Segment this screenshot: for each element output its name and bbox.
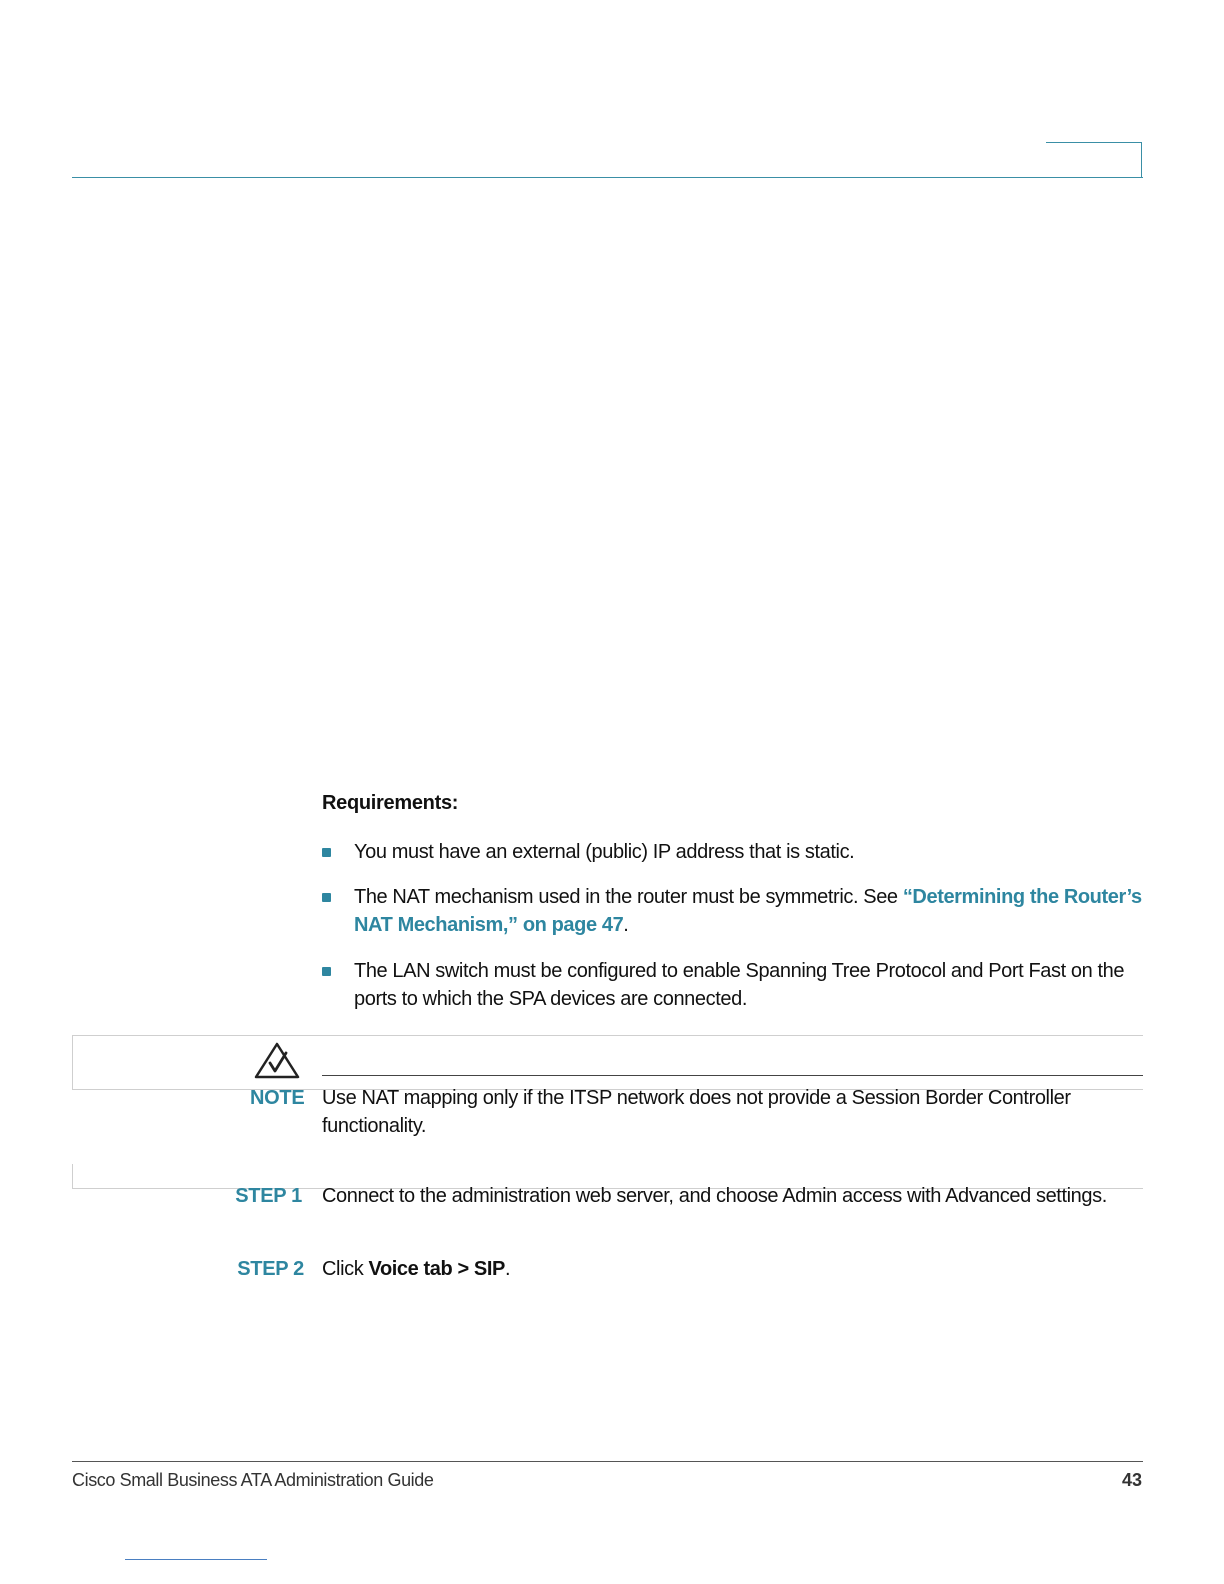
requirement-item — [322, 838, 1152, 866]
step-label: STEP 1 — [235, 1185, 302, 1207]
requirement-text: The NAT mechanism used in the router must be symmetric. See “Determining the Router’s NAT Mechanism,” on page 47. — [354, 886, 1142, 936]
requirements-heading: Requirements: — [322, 792, 459, 814]
footer-rule — [72, 1461, 1143, 1462]
requirement-item — [322, 957, 1152, 1013]
step-text: Connect to the administration web server, and choose Admin access with Advanced settings. — [322, 1185, 1107, 1207]
voice-sip-path: Voice tab > SIP — [368, 1258, 505, 1280]
step-text: Click Voice tab > SIP. — [322, 1258, 511, 1280]
bullet-square-icon — [322, 848, 331, 857]
header-rule — [72, 177, 1143, 178]
footer-title: Cisco Small Business ATA Administration Guide — [72, 1470, 434, 1490]
page-number: 43 — [1121, 1470, 1142, 1490]
note-rule — [322, 1075, 1143, 1076]
requirement-text: You must have an external (public) IP address that is static. — [354, 841, 855, 863]
bottom-link-rule — [125, 1559, 267, 1560]
note-box-top — [72, 1035, 1143, 1090]
step-label: STEP 2 — [237, 1258, 304, 1280]
requirement-item — [322, 883, 1152, 939]
bullet-square-icon — [322, 967, 331, 976]
header-chapter-tab — [1046, 142, 1142, 178]
requirement-text: The LAN switch must be configured to enable Spanning Tree Protocol and Port Fast on the ports to which the SPA devices are connected. — [354, 960, 1125, 1010]
checkmark-note-icon — [254, 1042, 300, 1080]
bullet-square-icon — [322, 893, 331, 902]
nat-mechanism-link[interactable]: “Determining the Router’s NAT Mechanism,” on page 47 — [354, 886, 1142, 936]
note-label: NOTE — [250, 1087, 305, 1109]
note-text: Use NAT mapping only if the ITSP network does not provide a Session Border Controller functionality. — [322, 1087, 1071, 1137]
